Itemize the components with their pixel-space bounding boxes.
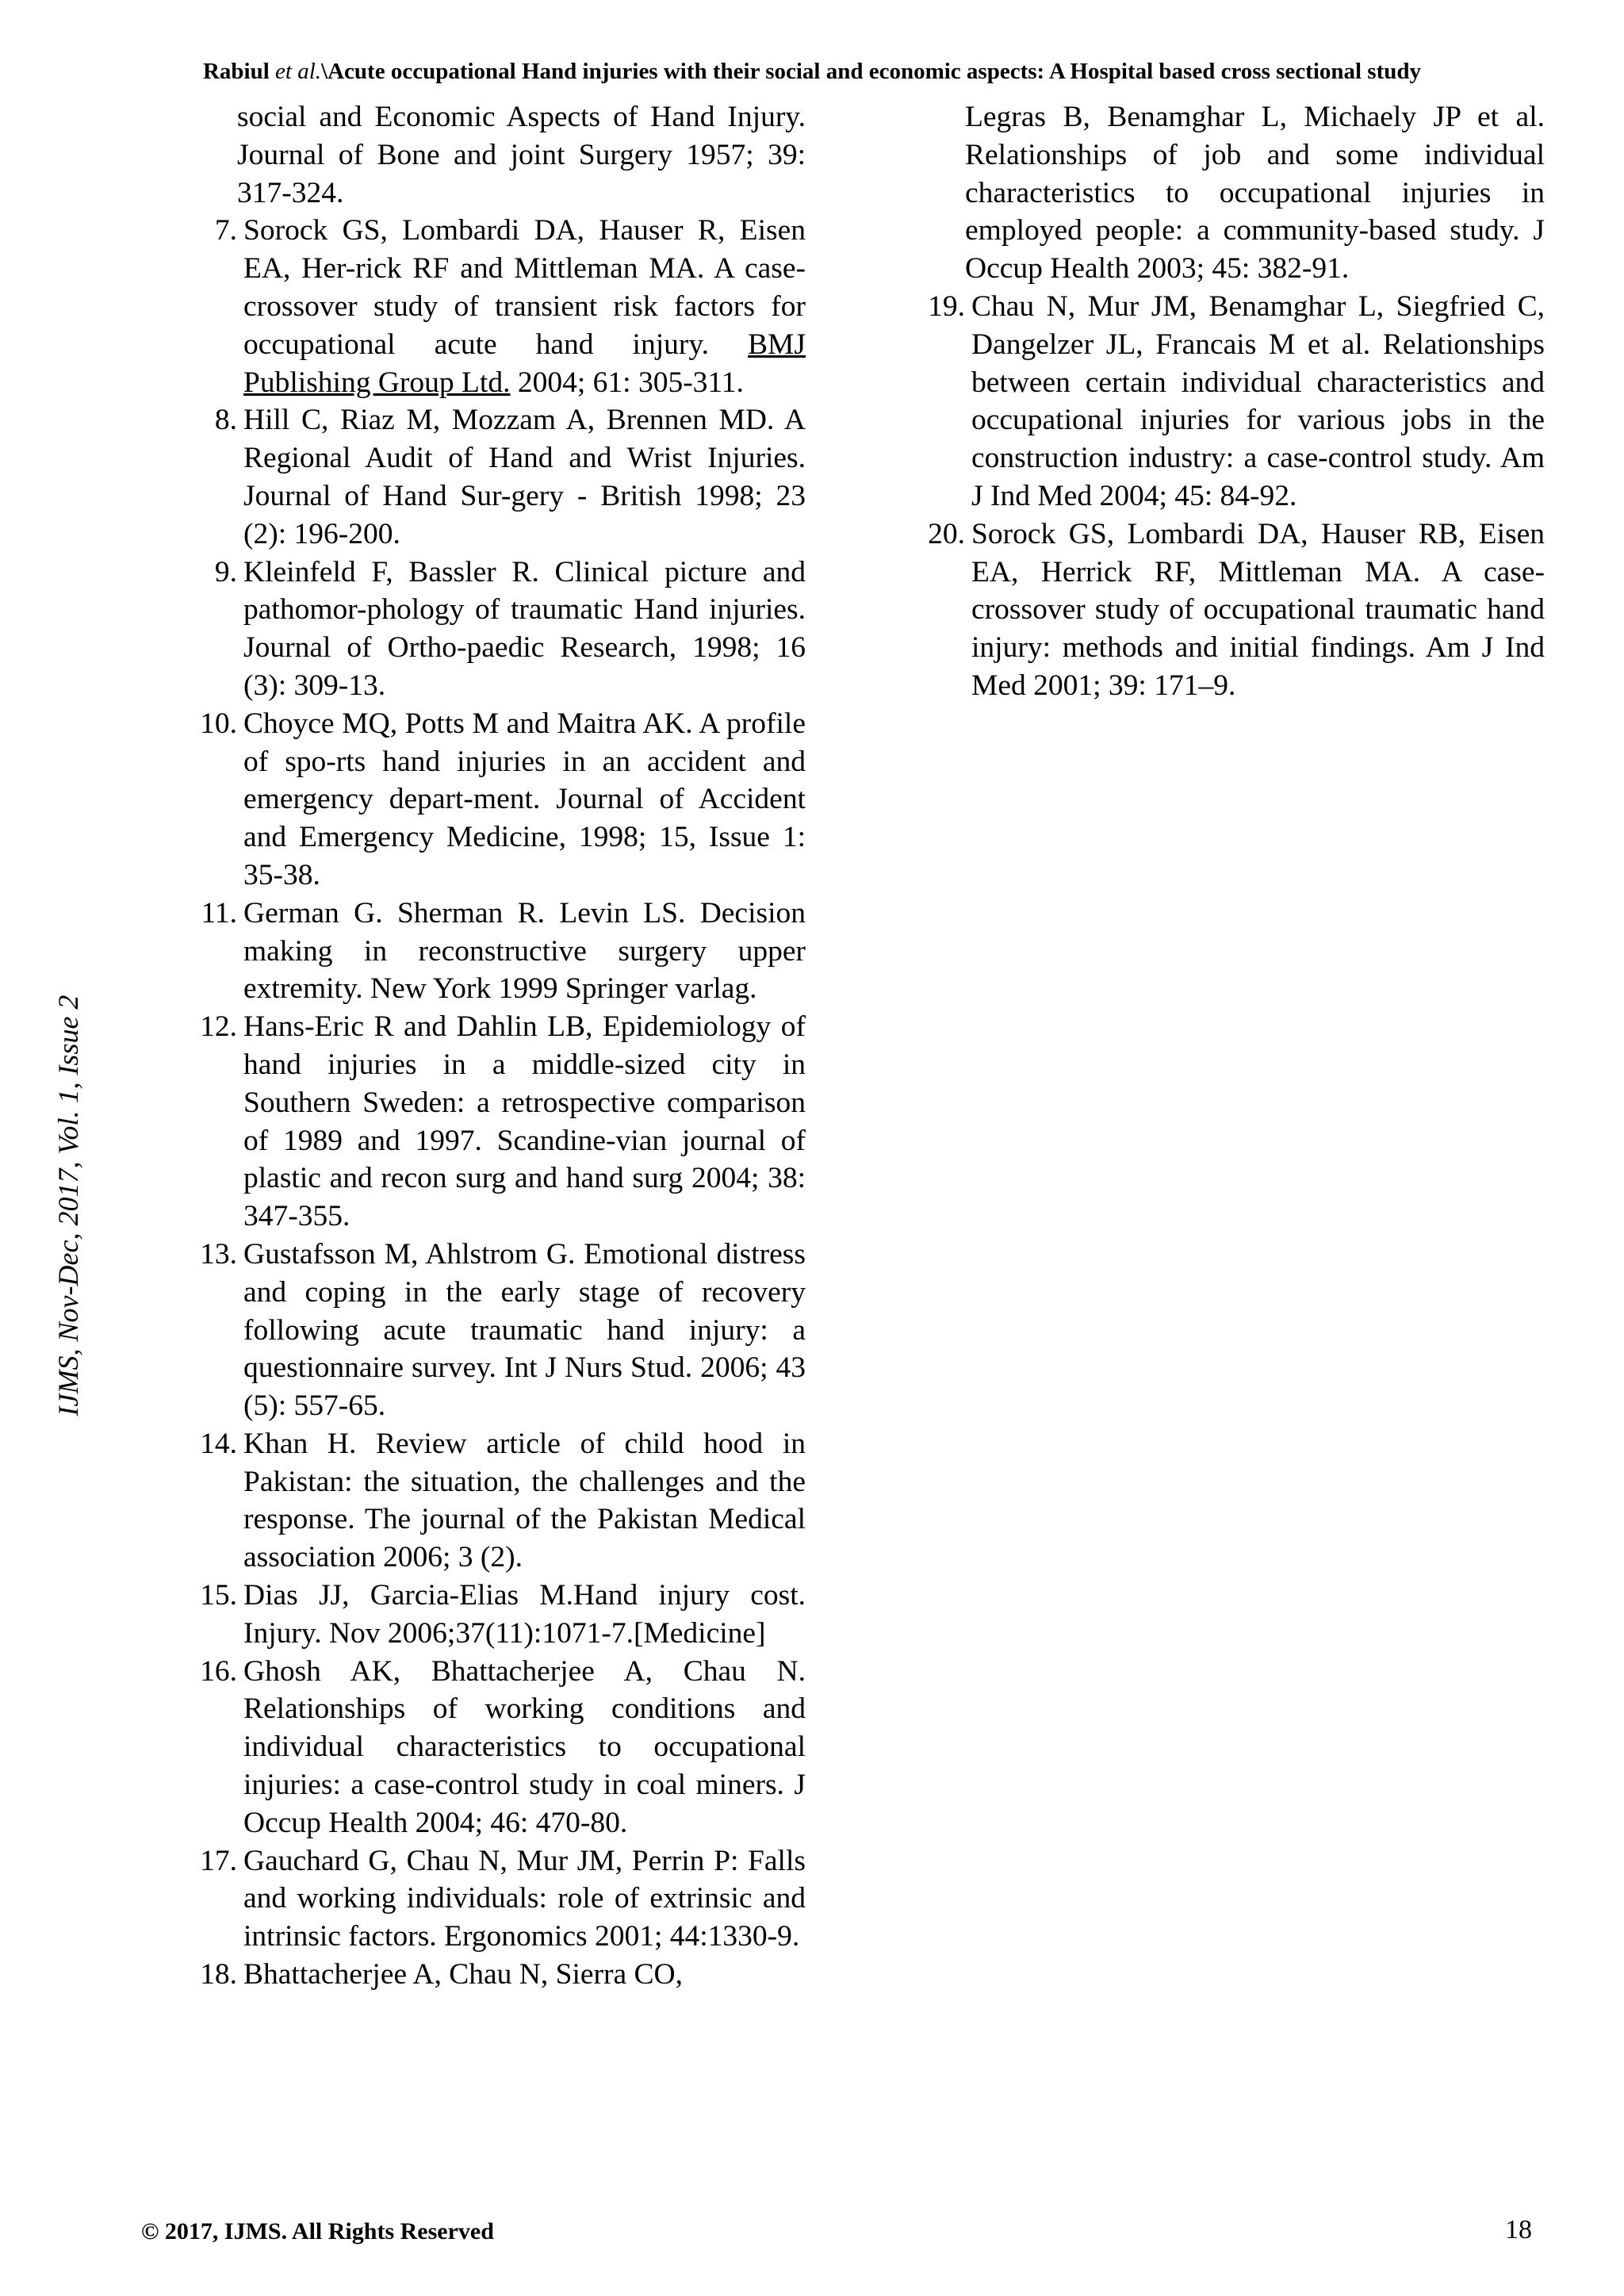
reference-text: Sorock GS, Lombardi DA, Hauser RB, Eisen EA, Herrick RF, Mittleman MA. A case-crossover study of occupational traumatic hand injury: methods and initial findings. Am J Ind Med 2001; 39: 171–9.	[971, 517, 1545, 702]
reference-number: 14.	[200, 1427, 237, 1460]
reference-number: 16.	[200, 1654, 237, 1688]
header-title: \Acute occupational Hand injuries with their social and economic aspects: A Hospital based cross sectional study	[321, 59, 1422, 84]
reference-text	[243, 212, 806, 401]
page-number: 18	[1505, 2215, 1532, 2244]
reference-number: 7.	[214, 214, 237, 247]
reference-8	[190, 401, 806, 553]
reference-7-text-end: 2004; 61: 305-311.	[510, 366, 744, 399]
reference-text: Khan H. Review article of child hood in Pakistan: the situation, the challenges and the response. The journal of the Pakistan Medical association 2006; 3 (2).	[243, 1427, 806, 1574]
reference-number: 10.	[200, 707, 237, 740]
reference-13	[190, 1236, 806, 1425]
reference-9	[190, 554, 806, 705]
reference-number: 12.	[200, 1010, 237, 1044]
reference-16	[190, 1653, 806, 1842]
reference-number: 18.	[200, 1958, 237, 1991]
reference-12	[190, 1008, 806, 1236]
side-journal-label-text: IJMS, Nov-Dec, 2017, Vol. 1, Issue 2	[52, 995, 84, 1416]
reference-text: Ghosh AK, Bhattacherjee A, Chau N. Relationships of working conditions and individual characteristics to occupational injuries: a case-control study in coal miners. J Occup Health 2004; 46: 470-80.	[243, 1654, 806, 1839]
reference-continuation: Legras B, Benamghar L, Michaely JP et al. Relationships of job and some individual characteristics to occupational injuries in employed people: a community-based study. J Occup Health 2003; 45: 382-91.	[965, 101, 1545, 286]
reference-text: Kleinfeld F, Bassler R. Clinical picture and pathomor-phology of traumatic Hand injuries. Journal of Ortho-paedic Research, 1998; 16 (3): 309-13.	[243, 555, 806, 702]
reference-number: 20.	[928, 517, 965, 550]
reference-continuation: social and Economic Aspects of Hand Injury. Journal of Bone and joint Surgery 1957; 39: 317-324.	[237, 101, 806, 209]
reference-text: Gauchard G, Chau N, Mur JM, Perrin P: Falls and working individuals: role of extrinsic and intrinsic factors. Ergonomics 2001; 44:1330-9.	[243, 1844, 806, 1953]
references-left-column	[190, 98, 806, 1994]
reference-number: 9.	[214, 555, 237, 588]
reference-text: German G. Sherman R. Levin LS. Decision making in reconstructive surgery upper extremity. New York 1999 Springer varlag.	[243, 896, 806, 1006]
reference-14	[190, 1425, 806, 1577]
reference-text: Choyce MQ, Potts M and Maitra AK. A profile of spo-rts hand injuries in an accident and emergency depart-ment. Journal of Accident and Emergency Medicine, 1998; 15, Issue 1: 35-38.	[243, 707, 806, 891]
reference-number: 15.	[200, 1579, 237, 1612]
reference-7	[190, 212, 806, 401]
reference-text: Hill C, Riaz M, Mozzam A, Brennen MD. A Regional Audit of Hand and Wrist Injuries. Journal of Hand Sur-gery - British 1998; 23 (2): 196-200.	[243, 404, 806, 550]
header-etal: et al.	[275, 59, 322, 84]
reference-text: Gustafsson M, Ahlstrom G. Emotional distress and coping in the early stage of recovery following acute traumatic hand injury: a questionnaire survey. Int J Nurs Stud. 2006; 43 (5): 557-65.	[243, 1237, 806, 1423]
references-right-column	[910, 98, 1545, 705]
header-author: Rabiul	[202, 59, 276, 84]
publisher-link[interactable]: BMJ Publishing Group Ltd.	[243, 328, 806, 399]
reference-text: Hans-Eric R and Dahlin LB, Epidemiology of hand injuries in a middle-sized city in Southern Sweden: a retrospective comparison of 1989 and 1997. Scandine-vian journal of plastic and recon surg and hand surg 2004; 38: 347-355.	[243, 1010, 806, 1233]
reference-10	[190, 705, 806, 895]
reference-15	[190, 1577, 806, 1653]
reference-7-text: Sorock GS, Lombardi DA, Hauser R, Eisen EA, Her-rick RF and Mittleman MA. A case-crossover study of transient risk factors for occupational acute hand injury.	[243, 214, 806, 361]
reference-text: Chau N, Mur JM, Benamghar L, Siegfried C, Dangelzer JL, Francais M et al. Relationships between certain individual characteristics and occupational injuries for various jobs in the construction industry: a case-control study. Am J Ind Med 2004; 45: 84-92.	[971, 289, 1545, 512]
reference-text: Dias JJ, Garcia-Elias M.Hand injury cost. Injury. Nov 2006;37(11):1071-7.[Medicine]	[243, 1579, 806, 1650]
reference-17	[190, 1842, 806, 1956]
copyright-footer: © 2017, IJMS. All Rights Reserved	[141, 2218, 494, 2244]
reference-text: Bhattacherjee A, Chau N, Sierra CO,	[243, 1958, 684, 1991]
reference-number: 19.	[928, 289, 965, 323]
reference-number: 11.	[201, 896, 237, 930]
reference-number: 17.	[200, 1844, 237, 1877]
reference-20	[910, 516, 1545, 705]
reference-11	[190, 895, 806, 1008]
running-header	[0, 57, 1624, 86]
reference-19	[910, 288, 1545, 516]
reference-number: 13.	[200, 1237, 237, 1271]
reference-18	[190, 1956, 806, 1994]
reference-number: 8.	[214, 404, 237, 437]
